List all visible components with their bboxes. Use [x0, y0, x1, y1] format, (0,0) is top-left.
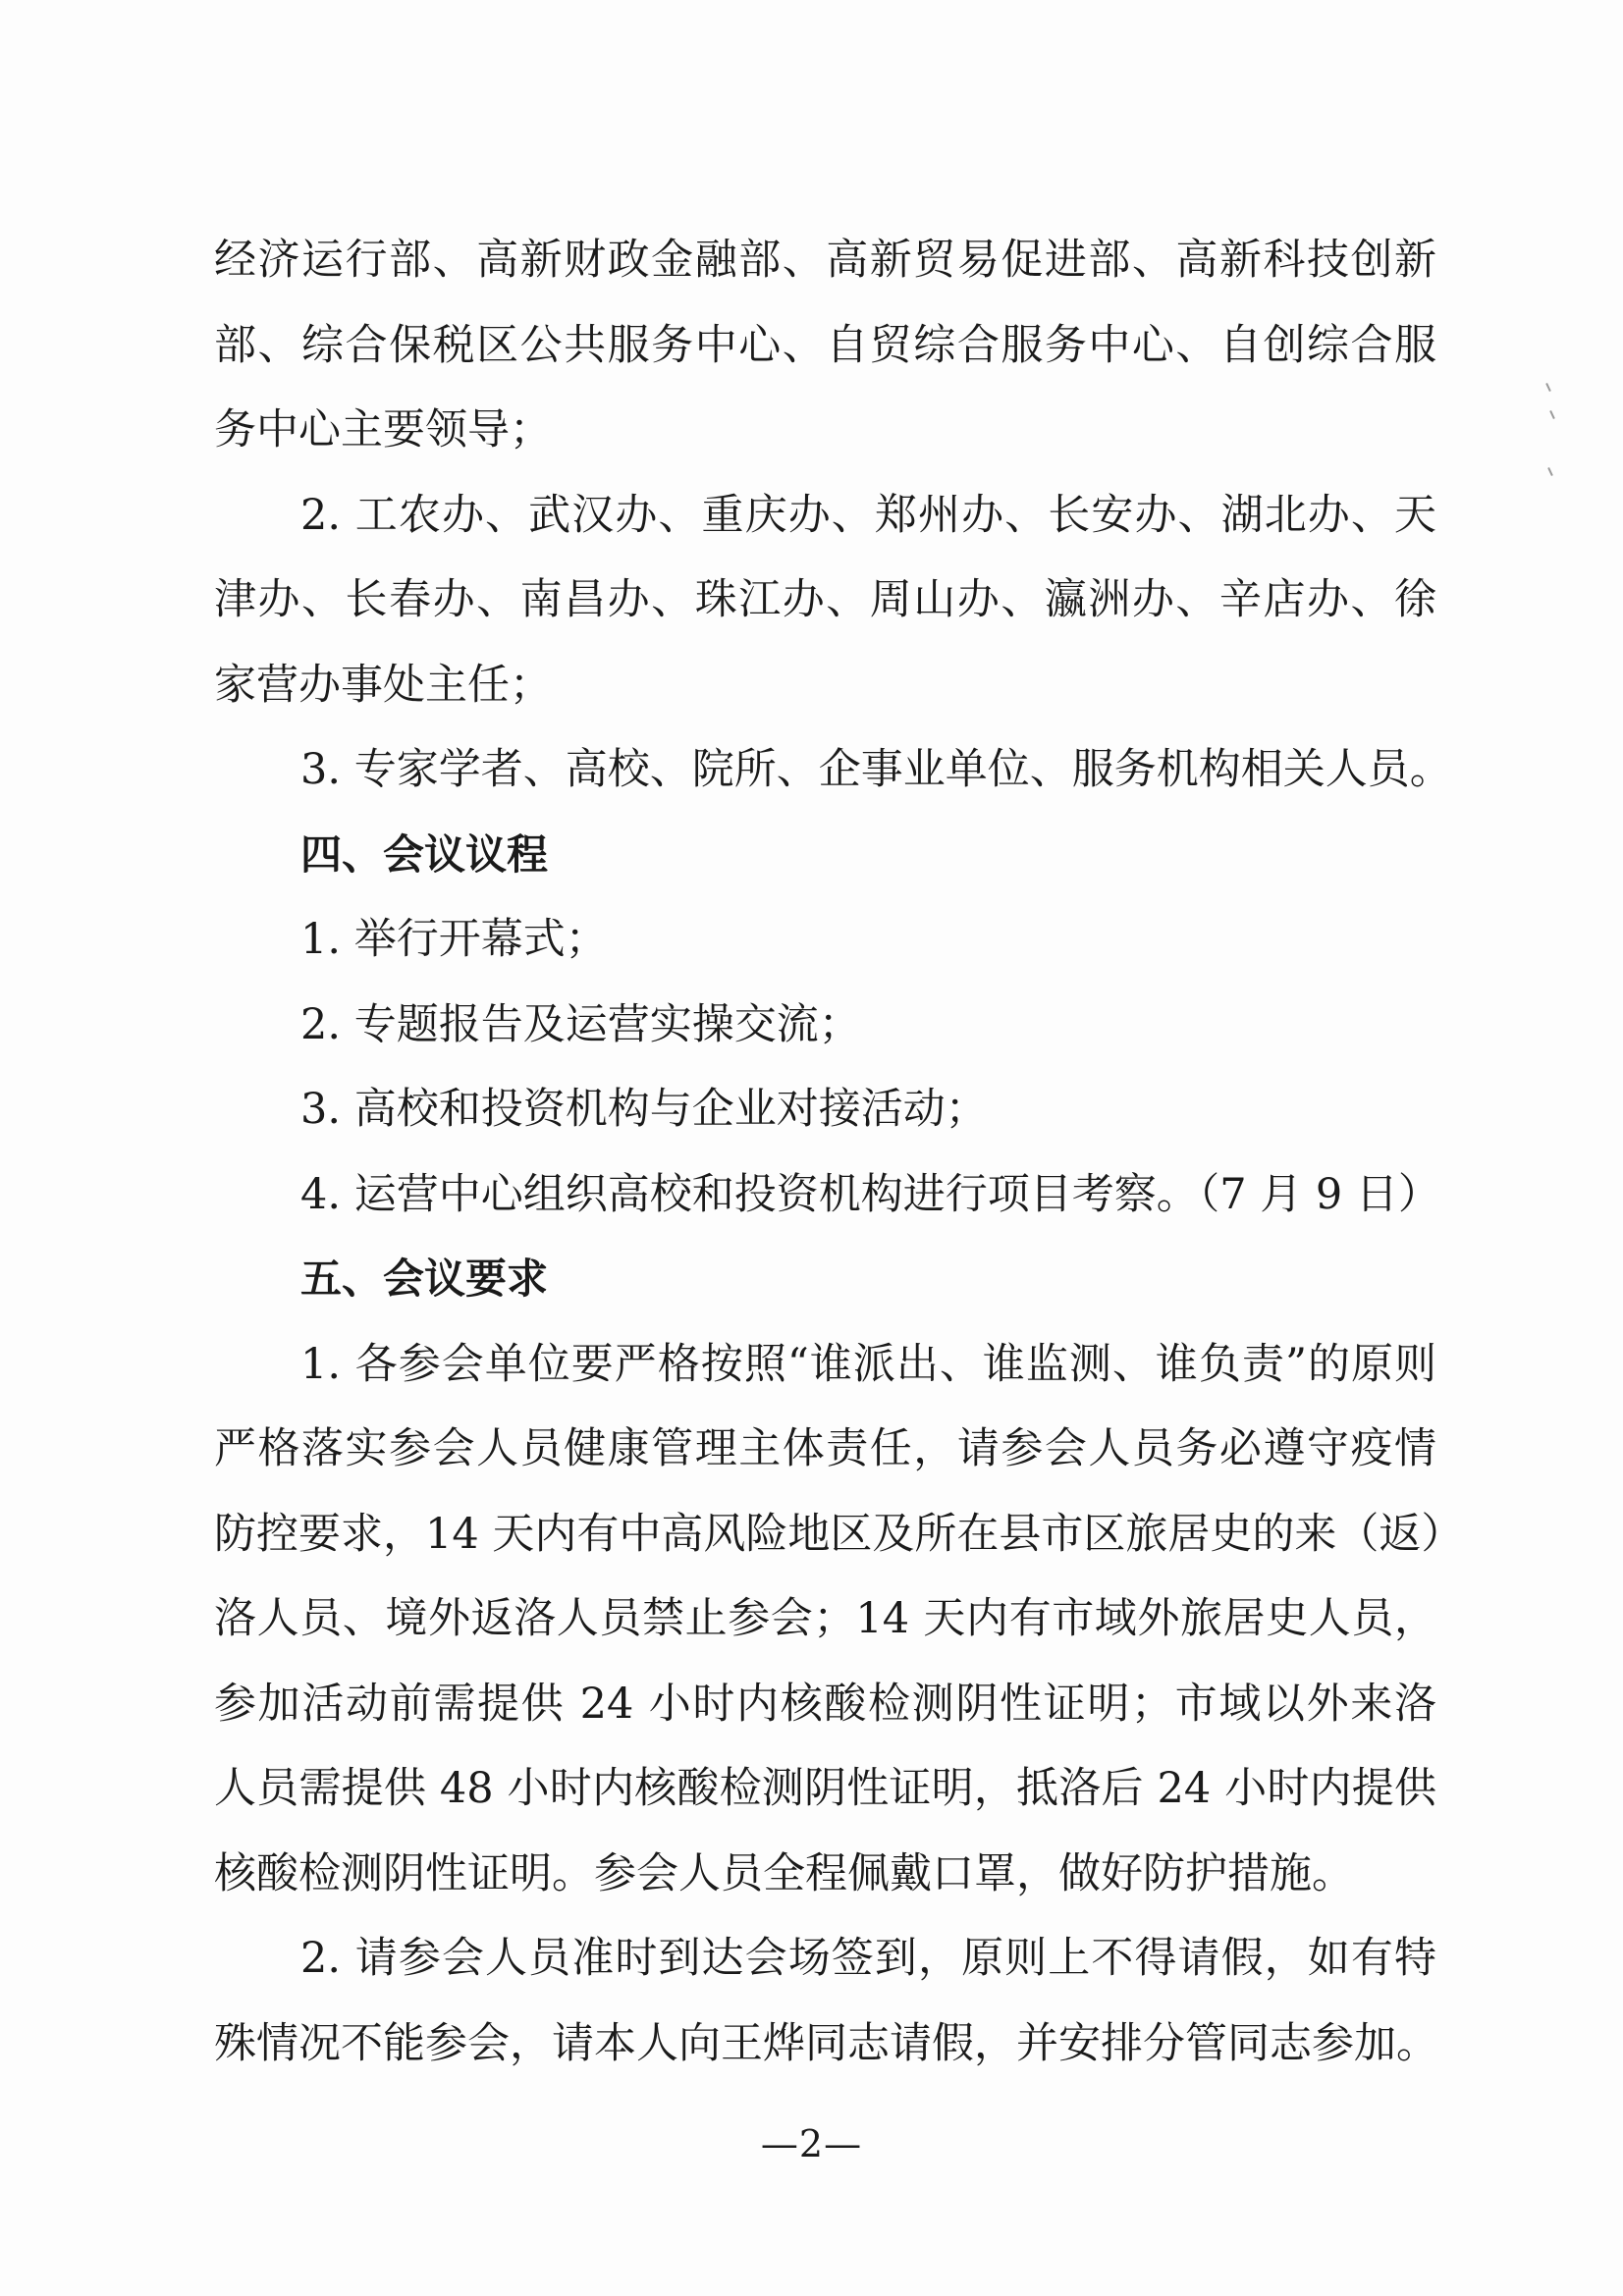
text-line: 家营办事处主任； [214, 660, 552, 710]
text-line: 殊情况不能参会，请本人向王烨同志请假，并安排分管同志参加。 [214, 2018, 1438, 2068]
document-body [214, 218, 1464, 2086]
page-number: —2— [760, 2122, 863, 2165]
text-line: 2. 工农办、武汉办、重庆办、郑州办、长安办、湖北办、天 [300, 490, 1436, 540]
scan-marks [1543, 383, 1563, 501]
list-item: 1. 举行开幕式； [300, 915, 608, 964]
text-line: 参加活动前需提供 24 小时内核酸检测阴性证明；市域以外来洛 [214, 1679, 1436, 1729]
list-item: 3. 高校和投资机构与企业对接活动； [300, 1085, 988, 1134]
section-heading-agenda: 四、会议议程 [300, 829, 549, 879]
text-line: 津办、长春办、南昌办、珠江办、周山办、瀛洲办、辛店办、徐 [214, 575, 1436, 624]
list-item: 2. 专题报告及运营实操交流； [300, 999, 861, 1049]
text-line: 部、综合保税区公共服务中心、自贸综合服务中心、自创综合服 [214, 320, 1436, 370]
section-heading-requirements: 五、会议要求 [300, 1255, 549, 1303]
scan-speck [1545, 383, 1551, 392]
text-line: 防控要求，14 天内有中高风险地区及所在县市区旅居史的来（返） [214, 1509, 1464, 1559]
text-line: 3. 专家学者、高校、院所、企事业单位、服务机构相关人员。 [300, 745, 1452, 794]
text-line: 人员需提供 48 小时内核酸检测阴性证明，抵洛后 24 小时内提供 [214, 1764, 1436, 1813]
scan-speck [1547, 467, 1553, 476]
text-line: 1. 各参会单位要严格按照“谁派出、谁监测、谁负责”的原则 [300, 1339, 1436, 1389]
text-line: 务中心主要领导； [214, 405, 552, 454]
text-line: 洛人员、境外返洛人员禁止参会；14 天内有市域外旅居史人员， [214, 1594, 1436, 1643]
text-line: 经济运行部、高新财政金融部、高新贸易促进部、高新科技创新 [214, 236, 1436, 285]
text-line: 严格落实参会人员健康管理主体责任，请参会人员务必遵守疫情 [214, 1424, 1436, 1473]
text-line: 2. 请参会人员准时到达会场签到，原则上不得请假，如有特 [300, 1934, 1436, 1983]
scan-speck [1549, 410, 1555, 419]
list-item: 4. 运营中心组织高校和投资机构进行项目考察。（7 月 9 日） [300, 1169, 1440, 1219]
text-line: 核酸检测阴性证明。参会人员全程佩戴口罩，做好防护措施。 [214, 1848, 1354, 1898]
